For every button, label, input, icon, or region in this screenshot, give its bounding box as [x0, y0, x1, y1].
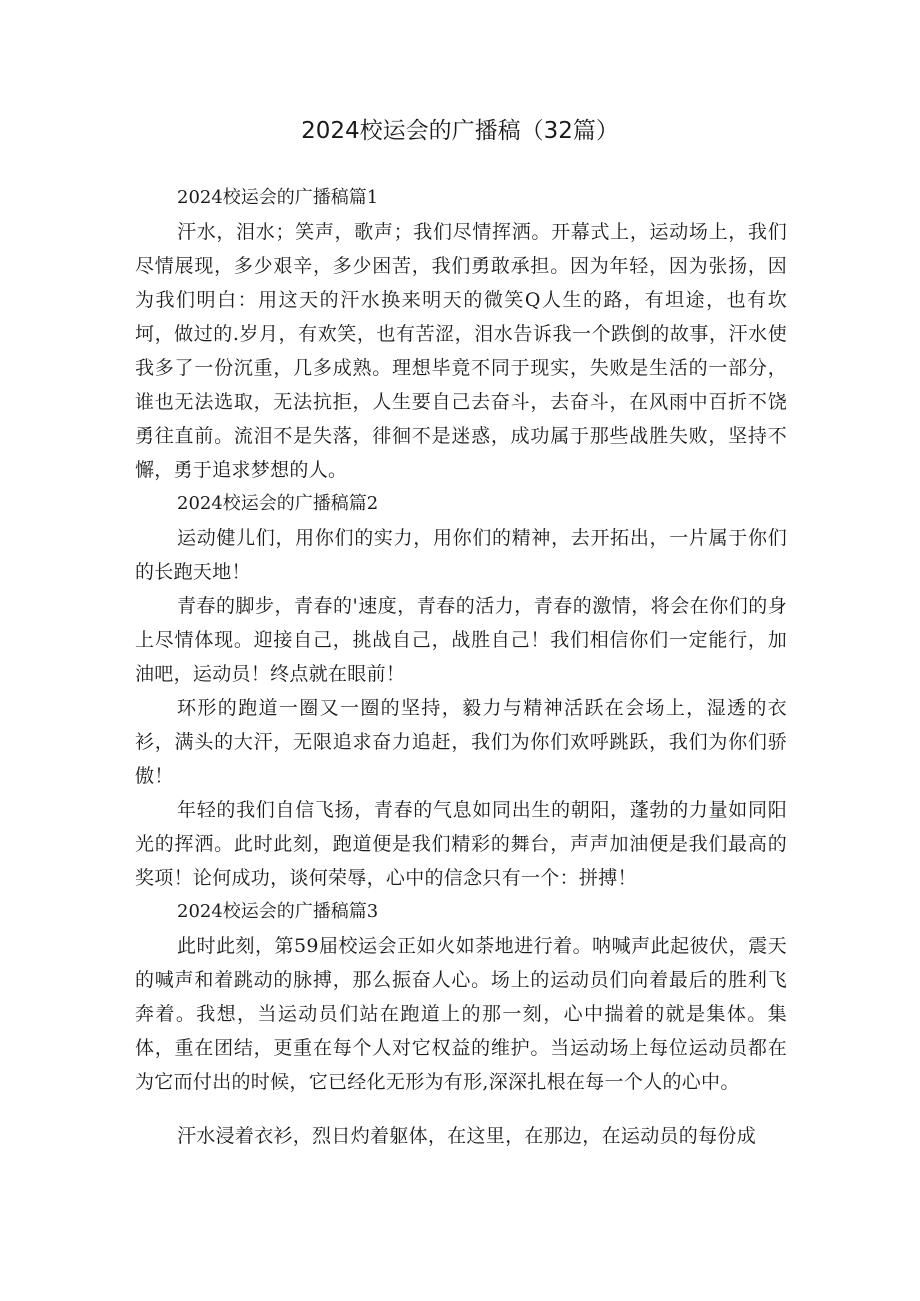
- section-1: [135, 181, 787, 487]
- section-heading: 2024校运会的广播稿篇1: [177, 187, 379, 208]
- document-body: [135, 181, 787, 1153]
- section-heading: 2024校运会的广播稿篇2: [177, 493, 379, 514]
- paragraph: 运动健儿们，用你们的实力，用你们的精神，去开拓出，一片属于你们的长跑天地！: [135, 527, 787, 583]
- paragraph: 汗水浸着衣衫，烈日灼着躯体，在这里，在那边，在运动员的每份成: [177, 1125, 757, 1147]
- paragraph: 此时此刻，第59届校运会正如火如荼地进行着。呐喊声此起彼伏，震天的喊声和着跳动的脉搏，那么振奋人心。场上的运动员们向着最后的胜利飞奔着。我想，当运动员们站在跑道上的那一刻，心中揣着的就是集体。集体，重在团结，更重在每个人对它权益的维护。当运动场上每位运动员都在为它而付出的时候，它已经化无形为有形,深深扎根在每一个人的心中。: [135, 935, 787, 1093]
- section-heading: 2024校运会的广播稿篇3: [177, 901, 379, 922]
- section-2: [135, 487, 787, 895]
- section-3: [135, 895, 787, 1153]
- paragraph: 青春的脚步，青春的'速度，青春的活力，青春的激情，将会在你们的身上尽情体现。迎接自己，挑战自己，战胜自己！我们相信你们一定能行，加油吧，运动员！终点就在眼前！: [135, 595, 787, 685]
- paragraph: 环形的跑道一圈又一圈的坚持，毅力与精神活跃在会场上，湿透的衣衫，满头的大汗，无限追求奋力追赶，我们为你们欢呼跳跃，我们为你们骄傲！: [135, 697, 787, 787]
- document-title: 2024校运会的广播稿（32篇）: [301, 118, 619, 144]
- paragraph: 汗水，泪水；笑声，歌声；我们尽情挥洒。开幕式上，运动场上，我们尽情展现，多少艰辛，多少困苦，我们勇敢承担。因为年轻，因为张扬，因为我们明白：用这天的汗水换来明天的微笑Q人生的路，有坦途，也有坎坷，做过的.岁月，有欢笑，也有苦涩，泪水告诉我一个跌倒的故事，汗水使我多了一份沉重，几多成熟。理想毕竟不同于现实，失败是生活的一部分，谁也无法选取，无法抗拒，人生要自己去奋斗，去奋斗，在风雨中百折不饶勇往直前。流泪不是失落，徘徊不是迷惑，成功属于那些战胜失败，坚持不懈，勇于追求梦想的人。: [135, 221, 787, 481]
- paragraph: 年轻的我们自信飞扬，青春的气息如同出生的朝阳，蓬勃的力量如同阳光的挥洒。此时此刻，跑道便是我们精彩的舞台，声声加油便是我们最高的奖项！论何成功，谈何荣辱，心中的信念只有一个：拼搏！: [135, 799, 787, 889]
